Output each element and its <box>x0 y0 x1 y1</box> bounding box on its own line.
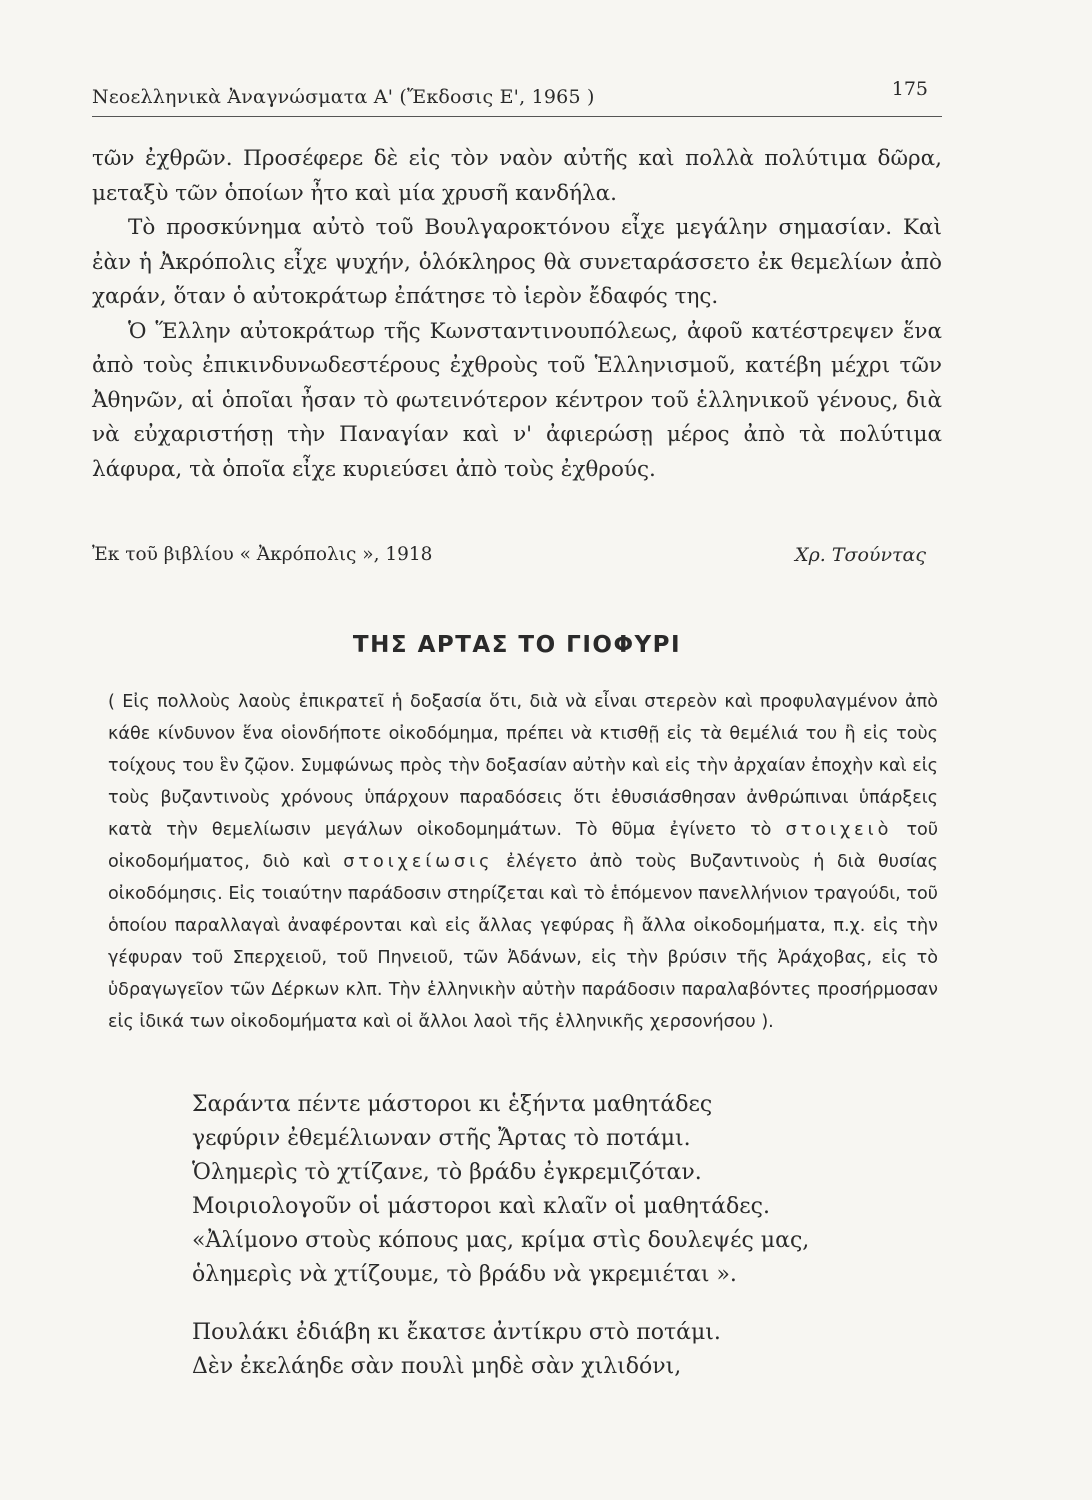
paragraph: Τὸ προσκύνημα αὐτὸ τοῦ Βουλγαροκτόνου εἶχε μεγάλην σημασίαν. Καὶ ἐὰν ἡ Ἀκρόπολις εἶχε ψυχήν, ὁλόκληρος θὰ συνεταράσσετο ἐκ θεμελίων ἀπὸ χαράν, ὅταν ὁ αὐτοκράτωρ ἐπάτησε τὸ ἱερὸν ἔδαφός της. <box>92 215 942 309</box>
poem-line: ὁλημερὶς νὰ χτίζουμε, τὸ βράδυ νὰ γκρεμιέται ». <box>192 1262 737 1287</box>
poem-line: Ὁλημερὶς τὸ χτίζανε, τὸ βράδυ ἐγκρεμιζόταν. <box>192 1160 702 1185</box>
term-stoicheio: στοιχειὸ <box>785 820 893 840</box>
poem-line: «Ἀλίμονο στοὺς κόπους μας, κρίμα στὶς δουλεψές μας, <box>192 1228 810 1253</box>
header-title: Νεοελληνικὰ Ἀναγνώσματα Α' (Ἔκδοσις Ε', 1965 ) <box>92 86 595 108</box>
intro-text: ( Εἰς πολλοὺς λαοὺς ἐπικρατεῖ ἡ δοξασία ὅτι, διὰ νὰ εἶναι στερεὸν καὶ προφυλαγμένον ἀπὸ κάθε κίνδυνον ἕνα οἱονδήποτε οἰκοδόμημα, πρέπει νὰ κτισθῇ εἰς τὰ θεμέλιά του ἢ εἰς τοὺς τοίχους του ἓν ζῷον. Συμφώνως πρὸς τὴν δοξασίαν αὐτὴν καὶ εἰς τὴν ἀρχαίαν ἐποχὴν καὶ εἰς τοὺς βυζαντινοὺς χρόνους ὑπάρχουν παραδόσεις ὅτι ἐθυσιάσθησαν ἀνθρώπιναι ὑπάρξεις κατὰ τὴν θεμελίωσιν μεγάλων οἰκοδομημάτων. Τὸ θῦμα ἐγίνετο τὸ <box>108 692 938 840</box>
running-header <box>92 78 942 117</box>
poem-line: Πουλάκι ἐδιάβη κι ἔκατσε ἀντίκρυ στὸ ποτάμι. <box>192 1320 721 1345</box>
page-number: 175 <box>891 78 928 100</box>
author-name: Χρ. Τσούντας <box>795 544 926 566</box>
intro-paragraph <box>108 686 938 1038</box>
poem-line: γεφύριν ἐθεμέλιωναν στῆς Ἄρτας τὸ ποτάμι. <box>192 1126 691 1151</box>
intro-text: τοῦ οἰκοδομήματος, διὸ καὶ <box>108 820 939 872</box>
poem-line: Μοιριολογοῦν οἱ μάστοροι καὶ κλαῖν οἱ μαθητάδες. <box>192 1194 770 1219</box>
book-citation: Ἐκ τοῦ βιβλίου « Ἀκρόπολις », 1918 <box>92 544 433 565</box>
term-stoicheiosis: στοιχείωσις <box>343 852 494 872</box>
poem-verses <box>192 1088 912 1384</box>
paragraph: τῶν ἐχθρῶν. Προσέφερε δὲ εἰς τὸν ναὸν αὐτῆς καὶ πολλὰ πολύτιμα δῶρα, μεταξὺ τῶν ὁποίων ἦτο καὶ μία χρυσῆ κανδήλα. <box>92 146 942 206</box>
continued-text <box>92 142 942 487</box>
stanza-break <box>192 1292 912 1316</box>
poem-line: Σαράντα πέντε μάστοροι κι ἑξήντα μαθητάδες <box>192 1092 713 1117</box>
source-citation <box>92 544 942 572</box>
poem-introduction <box>108 686 938 1038</box>
intro-text: ἐλέγετο ἀπὸ τοὺς Βυζαντινοὺς ἡ διὰ θυσίας οἰκοδόμησις. Εἰς τοιαύτην παράδοσιν στηρίζεται καὶ τὸ ἑπόμενον πανελλήνιον τραγούδι, τοῦ ὁποίου παραλλαγαὶ ἀναφέρονται καὶ εἰς ἄλλας γεφύρας ἢ ἄλλα οἰκοδομήματα, π.χ. εἰς τὴν γέφυραν τοῦ Σπερχειοῦ, τοῦ Πηνειοῦ, τῶν Ἀδάνων, εἰς τὴν βρύσιν τῆς Ἀράχοβας, εἰς τὸ ὑδραγωγεῖον τῶν Δέρκων κλπ. Τὴν ἑλληνικὴν αὐτὴν παράδοσιν παραλαβόντες προσήρμοσαν εἰς ἰδικά των οἰκοδομήματα καὶ οἱ ἄλλοι λαοὶ τῆς ἑλληνικῆς χερσονήσου ). <box>108 852 938 1032</box>
poem-title: ΤΗΣ ΑΡΤΑΣ ΤΟ ΓΙΟΦΥΡΙ <box>352 632 682 658</box>
paragraph: Ὁ Ἕλλην αὐτοκράτωρ τῆς Κωνσταντινουπόλεως, ἀφοῦ κατέστρεψεν ἕνα ἀπὸ τοὺς ἐπικινδυνωδεστέρους ἐχθροὺς τοῦ Ἑλληνισμοῦ, κατέβη μέχρι τῶν Ἀθηνῶν, αἱ ὁποῖαι ἦσαν τὸ φωτεινότερον κέντρον τοῦ ἑλληνικοῦ γένους, διὰ νὰ εὐχαριστήσῃ τὴν Παναγίαν καὶ ν' ἀφιερώσῃ μέρος ἀπὸ τὰ πολύτιμα λάφυρα, τὰ ὁποῖα εἶχε κυριεύσει ἀπὸ τοὺς ἐχθρούς. <box>92 318 942 482</box>
poem-line: Δὲν ἐκελάηδε σὰν πουλὶ μηδὲ σὰν χιλιδόνι, <box>192 1354 682 1379</box>
